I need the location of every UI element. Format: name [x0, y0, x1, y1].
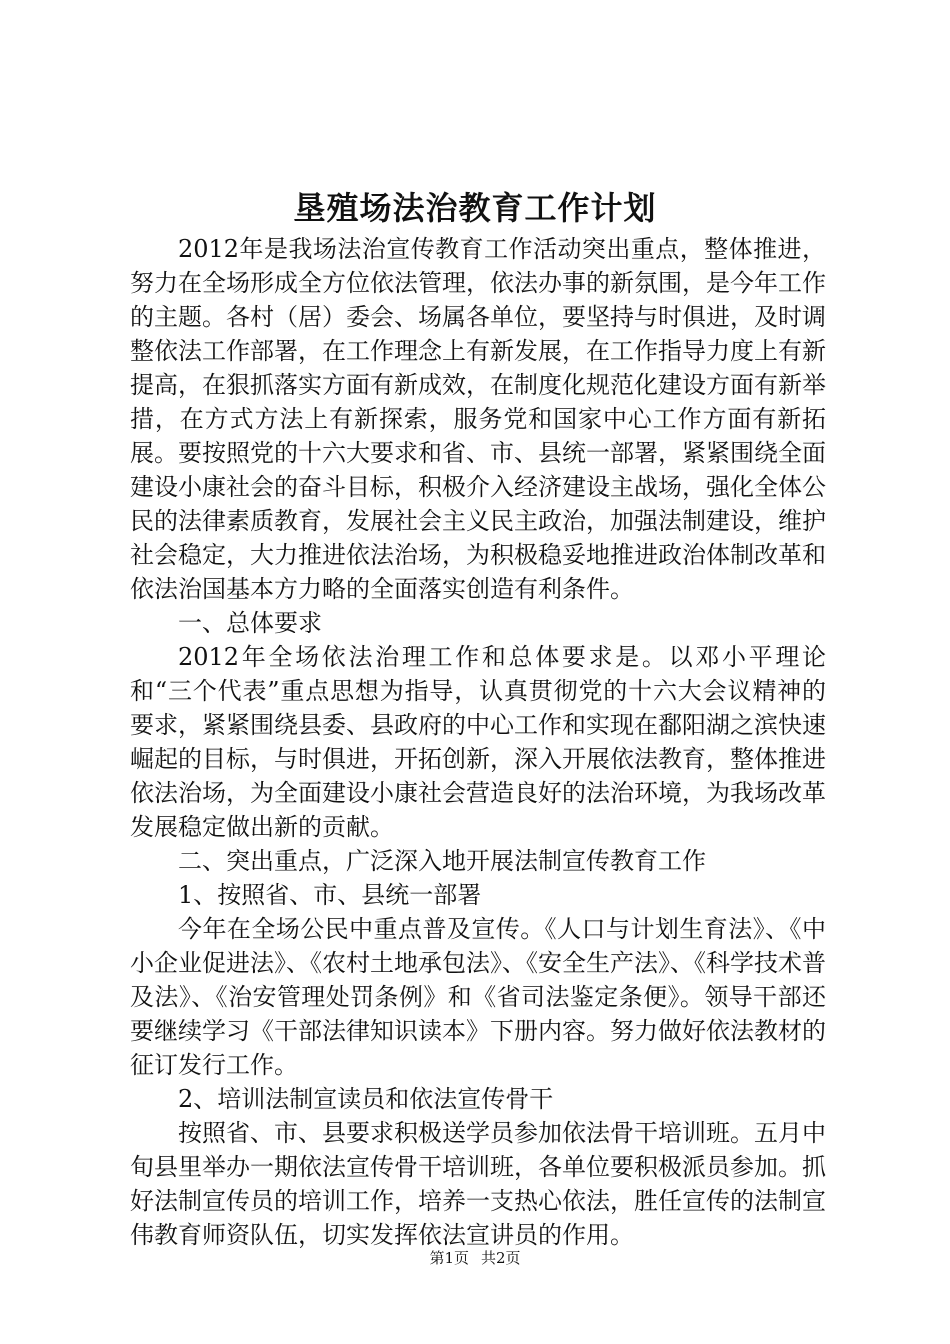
paragraph-intro: 2012年是我场法治宣传教育工作活动突出重点，整体推进，努力在全场形成全方位依法管理，依法办事的新氛围，是今年工作的主题。各村（居）委会、场属各单位，要坚持与时俱进，及时调整依法工作部署，在工作理念上有新发展，在工作指导力度上有新提高，在狠抓落实方面有新成效，在制度化规范化建设方面有新举措，在方式方法上有新探索，服务党和国家中心工作方面有新拓展。要按照党的十六大要求和省、市、县统一部署，紧紧围绕全面建设小康社会的奋斗目标，积极介入经济建设主战场，强化全体公民的法律素质教育，发展社会主义民主政治，加强法制建设，维护社会稳定，大力推进依法治场，为积极稳妥地推进政治体制改革和依法治国基本方力略的全面落实创造有利条件。	[130, 235, 826, 603]
paragraph-general-requirements: 2012年全场依法治理工作和总体要求是。以邓小平理论和“三个代表”重点思想为指导，认真贯彻党的十六大会议精神的要求，紧紧围绕县委、县政府的中心工作和实现在鄱阳湖之滨快速崛起的目标，与时俱进，开拓创新，深入开展依法教育，整体推进依法治场，为全面建设小康社会营造良好的法治环境，为我场改革发展稳定做出新的贡献。	[130, 643, 826, 841]
heading-key-points: 二、突出重点，广泛深入地开展法制宣传教育工作	[178, 847, 706, 875]
page-number-total: 共2页	[481, 1249, 521, 1267]
paragraph-unified-deployment: 今年在全场公民中重点普及宣传。《人口与计划生育法》、《中小企业促进法》、《农村土地承包法》、《安全生产法》、《科学技术普及法》、《治安管理处罚条例》和《省司法鉴定条便》。领导干部还要继续学习《干部法律知识读本》下册内容。努力做好依法教材的征订发行工作。	[130, 915, 826, 1079]
paragraph-training: 按照省、市、县要求积极送学员参加依法骨干培训班。五月中旬县里举办一期依法宣传骨干培训班，各单位要积极派员参加。抓好法制宣传员的培训工作，培养一支热心依法，胜任宣传的法制宣伟教育师资队伍，切实发挥依法宣讲员的作用。	[130, 1119, 826, 1249]
document-body	[130, 232, 826, 1252]
heading-general-requirements: 一、总体要求	[178, 609, 322, 637]
page-footer	[0, 1248, 950, 1268]
subheading-unified-deployment: 1、按照省、市、县统一部署	[178, 881, 482, 909]
document-title: 垦殖场法治教育工作计划	[293, 189, 657, 227]
page-number-current: 第1页	[429, 1249, 469, 1267]
subheading-training: 2、培训法制宣读员和依法宣传骨干	[178, 1085, 554, 1113]
